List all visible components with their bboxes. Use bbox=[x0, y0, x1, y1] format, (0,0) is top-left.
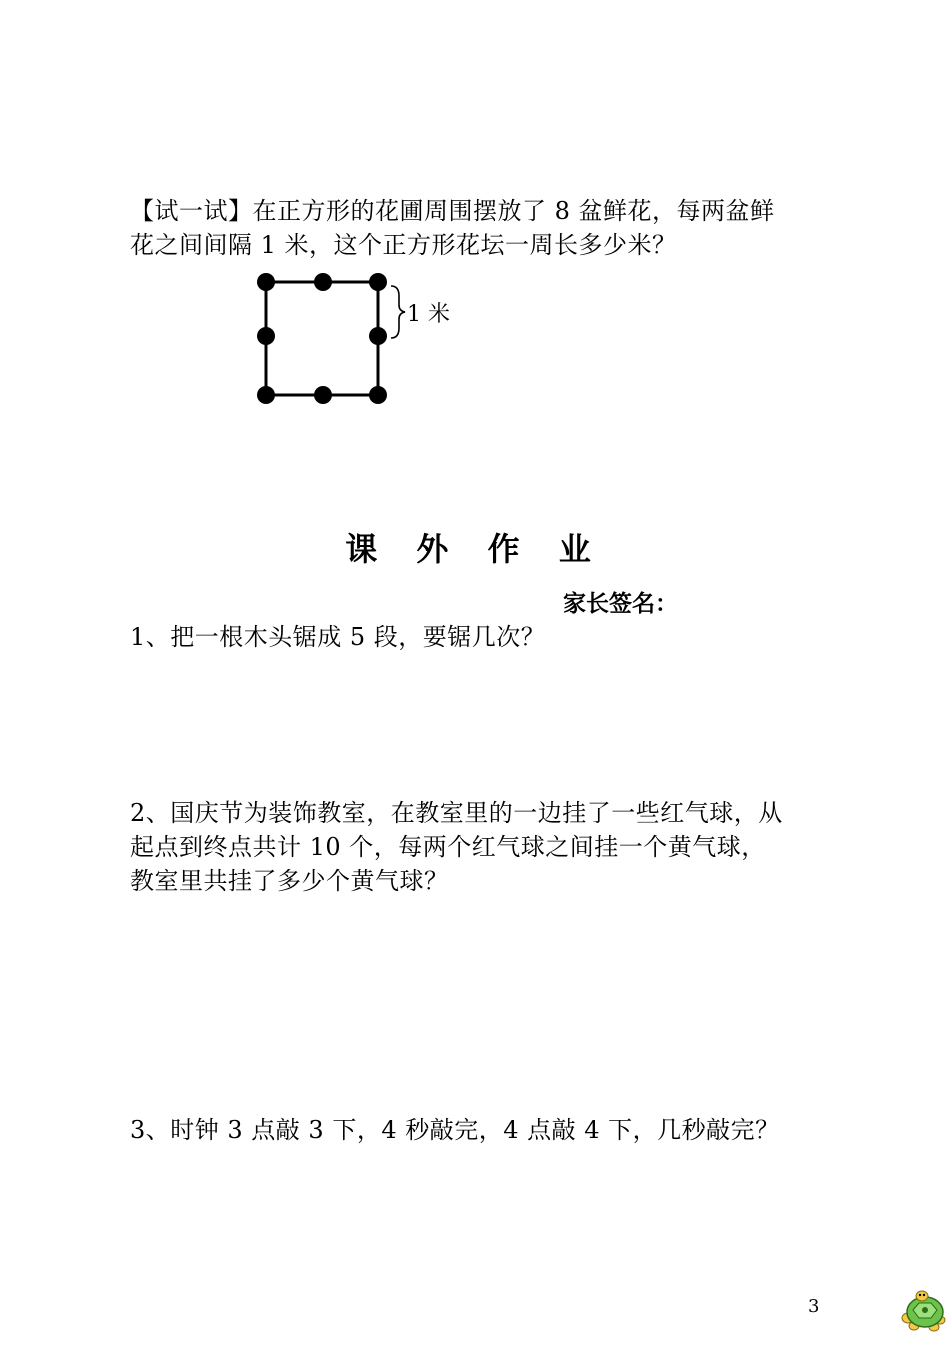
question-3: 3、时钟 3 点敲 3 下，4 秒敲完，4 点敲 4 下，几秒敲完？ bbox=[130, 1116, 780, 1144]
turtle-icon bbox=[900, 1288, 950, 1333]
try-it-line-2: 花之间间隔 1 米，这个正方形花坛一周长多少米？ bbox=[130, 231, 677, 259]
distance-label: 1 米 bbox=[407, 302, 450, 327]
page-number: 3 bbox=[808, 1296, 820, 1317]
flower-pot-dot bbox=[369, 386, 387, 404]
flower-pot-dot bbox=[257, 327, 275, 345]
square-flowerbed-figure bbox=[245, 265, 465, 415]
try-it-line-1: 【试一试】在正方形的花圃周围摆放了 8 盆鲜花，每两盆鲜 bbox=[130, 197, 775, 225]
question-2-line-3: 教室里共挂了多少个黄气球？ bbox=[130, 867, 449, 895]
flowerbed-square bbox=[266, 282, 378, 395]
question-2-line-2: 起点到终点共计 10 个，每两个红气球之间挂一个黄气球， bbox=[130, 833, 766, 861]
flower-pot-dot bbox=[314, 273, 332, 291]
flower-pot-dot bbox=[314, 386, 332, 404]
flower-pot-dot bbox=[257, 386, 275, 404]
question-1: 1、把一根木头锯成 5 段，要锯几次？ bbox=[130, 623, 546, 651]
distance-brace bbox=[391, 286, 405, 338]
flower-pot-dot bbox=[257, 273, 275, 291]
flower-pot-dot bbox=[369, 273, 387, 291]
parent-signature-label: 家长签名： bbox=[563, 591, 678, 617]
question-2-line-1: 2、国庆节为装饰教室，在教室里的一边挂了一些红气球，从 bbox=[130, 799, 783, 827]
homework-title: 课 外 作 业 bbox=[345, 530, 605, 568]
flower-pot-dot bbox=[369, 327, 387, 345]
